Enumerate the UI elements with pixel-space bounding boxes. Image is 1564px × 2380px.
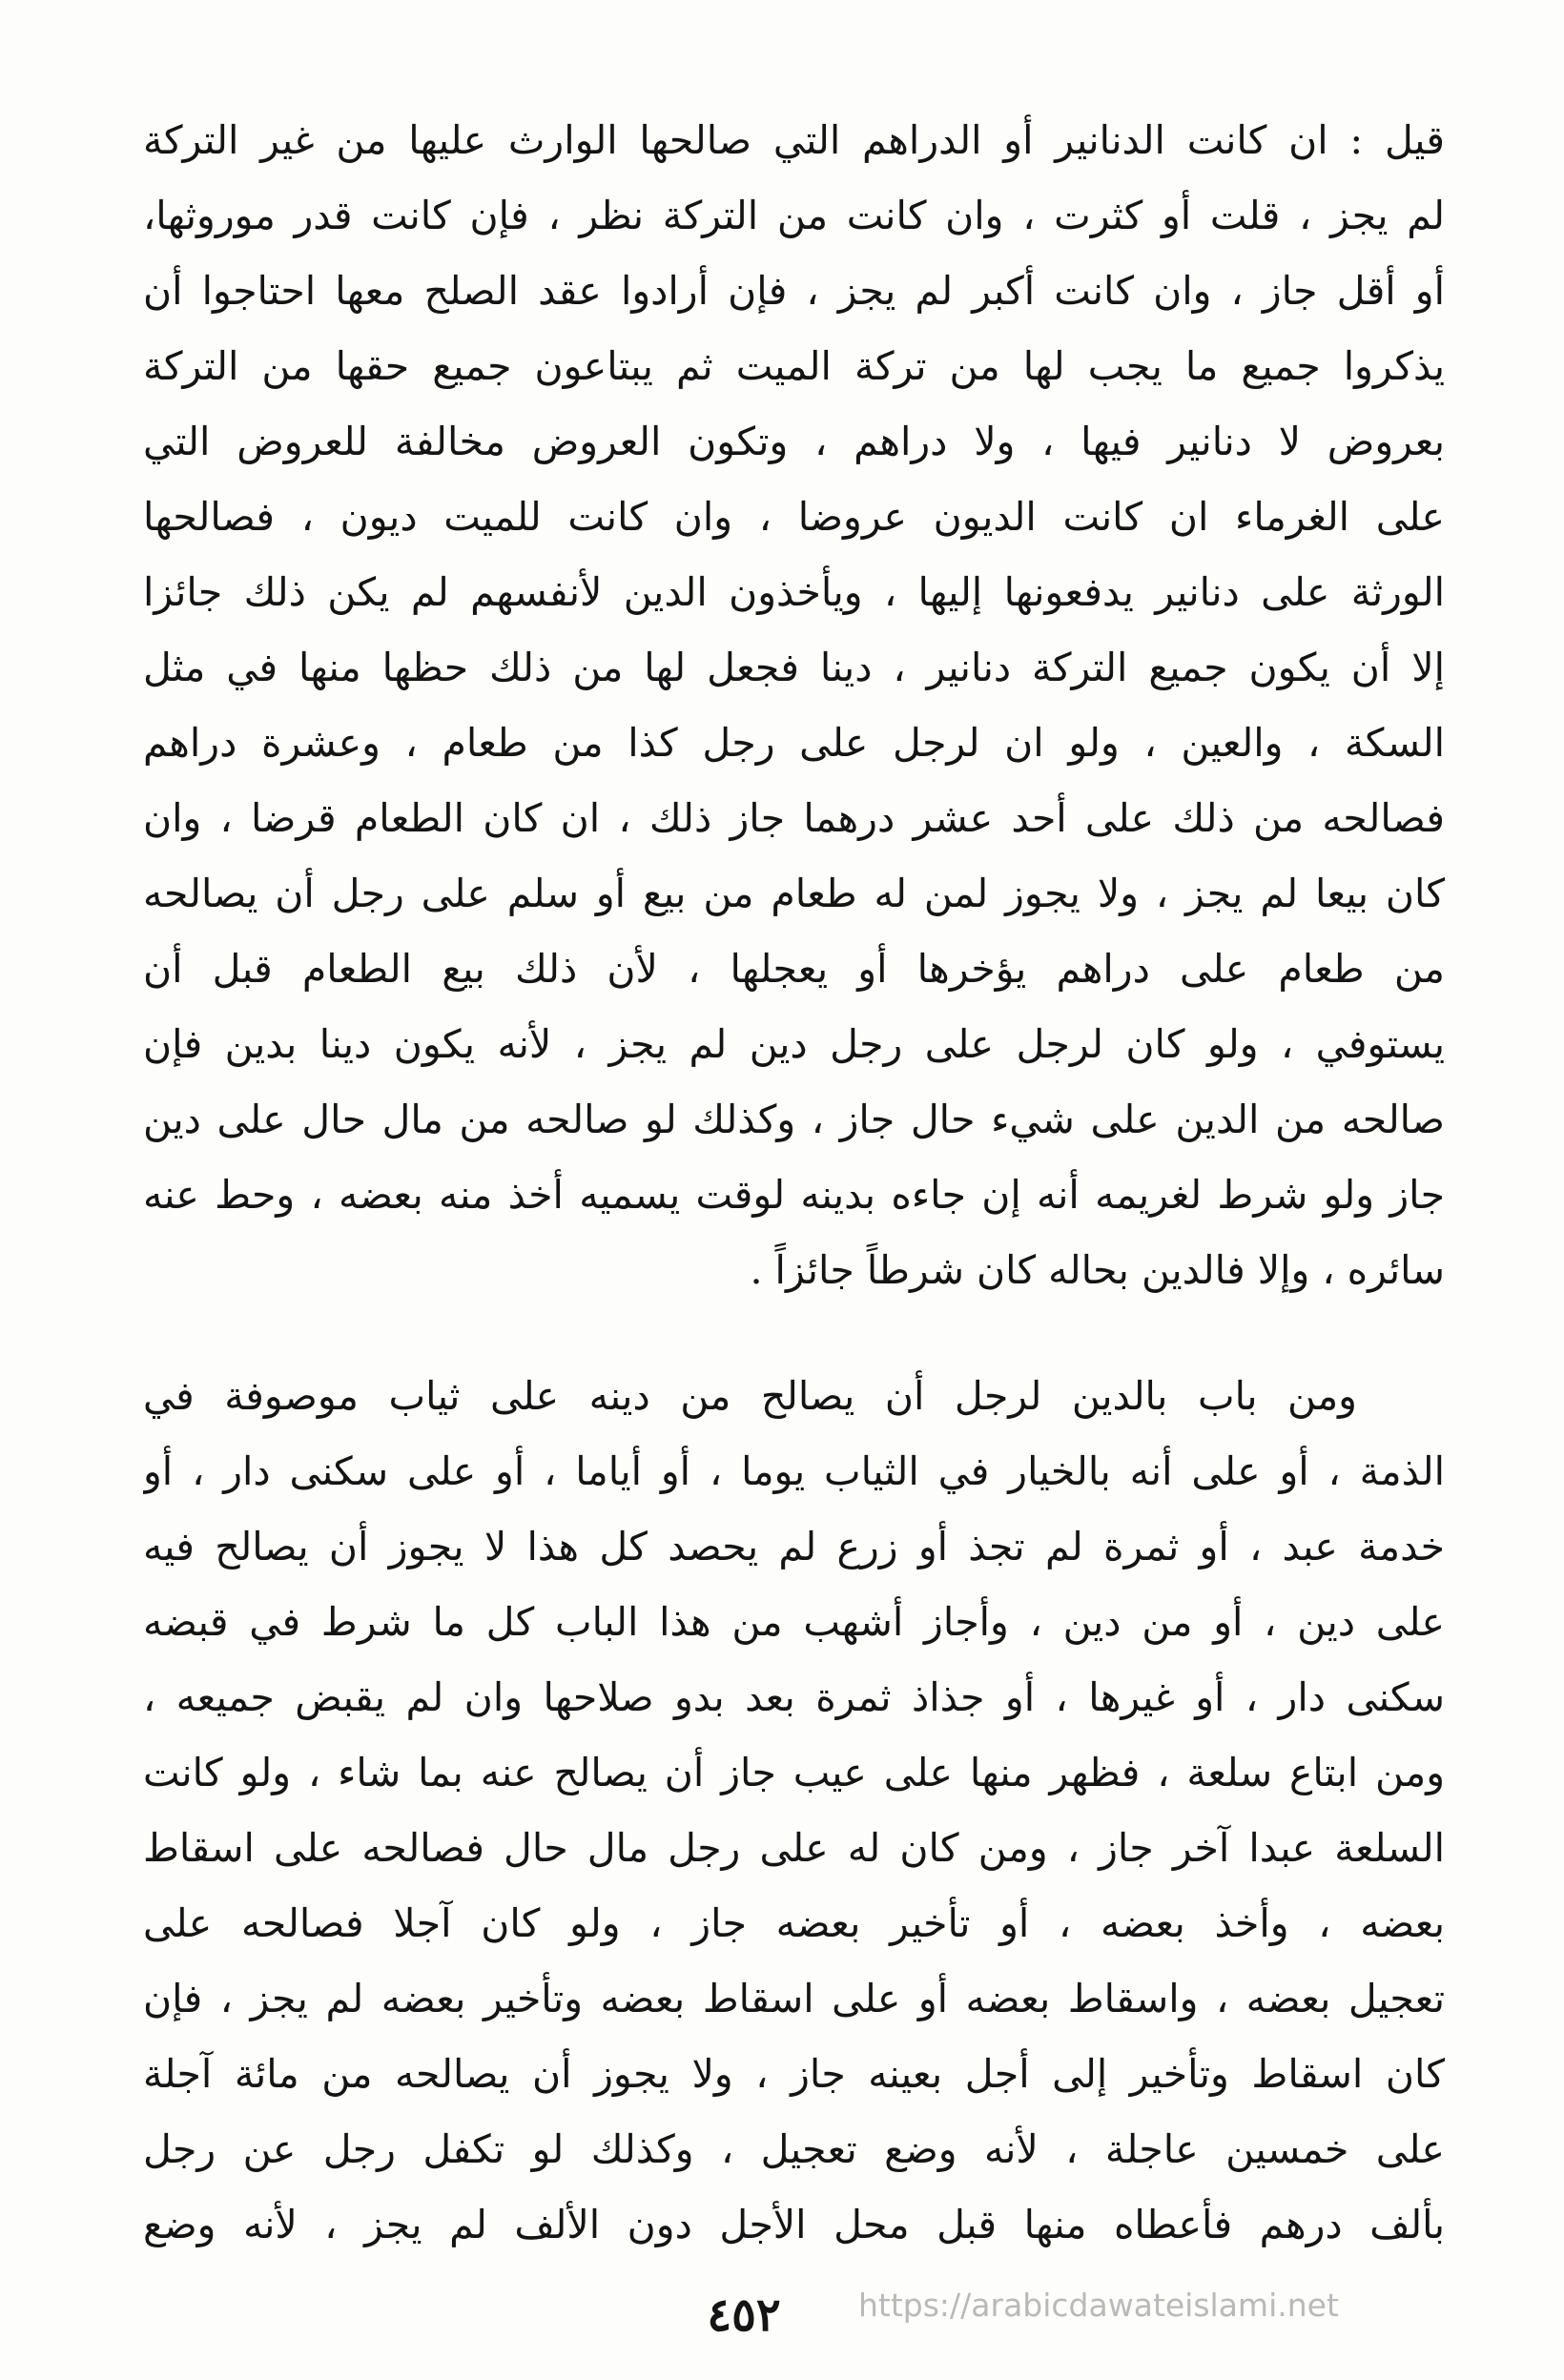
text-line: ومن ابتاع سلعة ، فظهر منها على عيب جاز أن يصالح عنه بما شاء ، ولو كانت bbox=[143, 1750, 1445, 1795]
text-line: كان اسقاط وتأخير إلى أجل بعينه جاز ، ولا يجوز أن يصالحه من مائة آجلة bbox=[143, 2051, 1445, 2097]
paragraph-1 bbox=[143, 103, 1445, 1308]
text-line: على الغرماء ان كانت الديون عروضا ، وان كانت للميت ديون ، فصالحها bbox=[143, 494, 1445, 540]
text-line: بعضه ، وأخذ بعضه ، أو تأخير بعضه جاز ، ولو كان آجلا فصالحه على bbox=[143, 1900, 1445, 1946]
text-line: السلعة عبدا آخر جاز ، ومن كان له على رجل مال حال فصالحه على اسقاط bbox=[143, 1825, 1445, 1871]
text-line: لم يجز ، قلت أو كثرت ، وان كانت من التركة نظر ، فإن كانت قدر موروثها، bbox=[143, 193, 1445, 238]
text-line: جاز ولو شرط لغريمه أنه إن جاءه بدينه لوقت يسميه أخذ منه بعضه ، وحط عنه bbox=[143, 1172, 1445, 1218]
text-line: سكنى دار ، أو غيرها ، أو جذاذ ثمرة بعد بدو صلاحها وان لم يقبض جميعه ، bbox=[143, 1674, 1445, 1720]
text-line: إلا أن يكون جميع التركة دنانير ، دينا فجعل لها من ذلك حظها منها في مثل bbox=[143, 645, 1445, 690]
text-line: يذكروا جميع ما يجب لها من تركة الميت ثم يبتاعون جميع حقها من التركة bbox=[143, 343, 1445, 389]
text-line: خدمة عبد ، أو ثمرة لم تجذ أو زرع لم يحصد كل هذا لا يجوز أن يصالح فيه bbox=[143, 1524, 1445, 1570]
text-line: تعجيل بعضه ، واسقاط بعضه أو على اسقاط بعضه وتأخير بعضه لم يجز ، فإن bbox=[143, 1976, 1445, 2021]
paragraph-2 bbox=[143, 1359, 1445, 2263]
text-line: على خمسين عاجلة ، لأنه وضع تعجيل ، وكذلك لو تكفل رجل عن رجل bbox=[143, 2126, 1445, 2172]
text-line: الذمة ، أو على أنه بالخيار في الثياب يوما ، أو أياما ، أو على سكنى دار ، أو bbox=[143, 1448, 1445, 1494]
watermark-url: https://arabicdawateislami.net bbox=[858, 2287, 1339, 2324]
text-line: ومن باب بالدين لرجل أن يصالح من دينه على ثياب موصوفة في bbox=[143, 1373, 1357, 1419]
page-number: ٤٥٢ bbox=[707, 2288, 781, 2342]
text-line: كان بيعا لم يجز ، ولا يجوز لمن له طعام من بيع أو سلم على رجل أن يصالحه bbox=[143, 871, 1445, 916]
text-line: من طعام على دراهم يؤخرها أو يعجلها ، لأن ذلك بيع الطعام قبل أن bbox=[143, 946, 1445, 992]
text-line: يستوفي ، ولو كان لرجل على رجل دين لم يجز ، لأنه يكون دينا بدين فإن bbox=[143, 1021, 1445, 1067]
text-line: الورثة على دنانير يدفعونها إليها ، ويأخذون الدين لأنفسهم لم يكن ذلك جائزا bbox=[143, 569, 1445, 615]
text-line: بألف درهم فأعطاه منها قبل محل الأجل دون الألف لم يجز ، لأنه وضع bbox=[143, 2202, 1445, 2247]
text-line: أو أقل جاز ، وان كانت أكبر لم يجز ، فإن أرادوا عقد الصلح معها احتاجوا أن bbox=[143, 268, 1445, 314]
text-line: فصالحه من ذلك على أحد عشر درهما جاز ذلك ، ان كان الطعام قرضا ، وان bbox=[143, 795, 1445, 841]
text-line: السكة ، والعين ، ولو ان لرجل على رجل كذا من طعام ، وعشرة دراهم bbox=[143, 720, 1445, 766]
text-line: قيل : ان كانت الدنانير أو الدراهم التي صالحها الوارث عليها من غير التركة bbox=[143, 117, 1445, 163]
text-line: على دين ، أو من دين ، وأجاز أشهب من هذا الباب كل ما شرط في قبضه bbox=[143, 1599, 1445, 1645]
text-line: صالحه من الدين على شيء حال جاز ، وكذلك لو صالحه من مال حال على دين bbox=[143, 1097, 1445, 1142]
text-line: بعروض لا دنانير فيها ، ولا دراهم ، وتكون العروض مخالفة للعروض التي bbox=[143, 419, 1445, 464]
text-line: سائره ، وإلا فالدين بحاله كان شرطاً جائزاً . bbox=[750, 1247, 1445, 1293]
